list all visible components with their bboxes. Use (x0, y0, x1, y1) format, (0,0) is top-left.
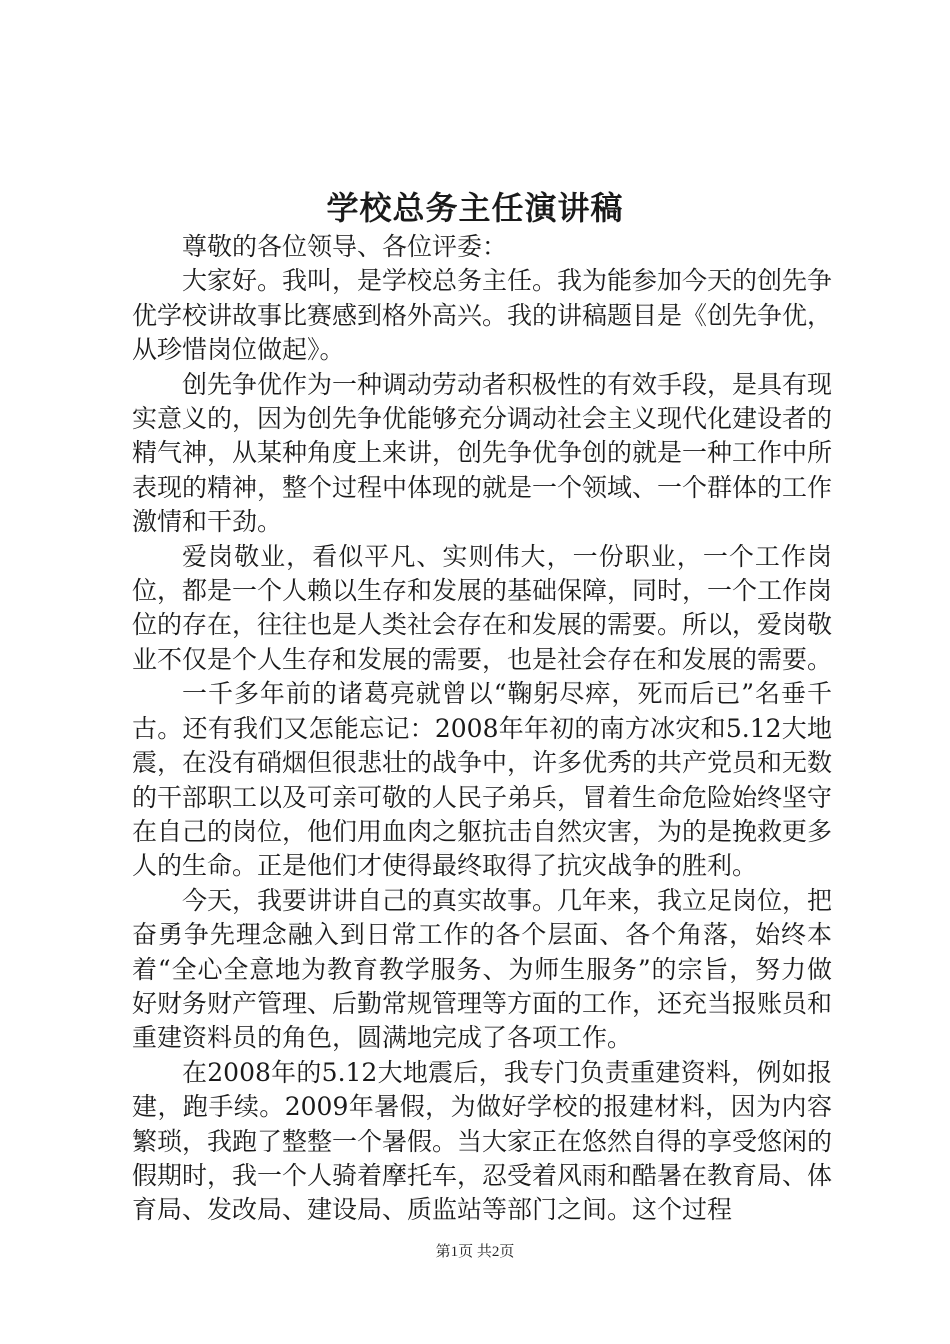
salutation-paragraph: 尊敬的各位领导、各位评委： (182, 232, 508, 261)
body-paragraph: 今天，我要讲讲自己的真实故事。几年来，我立足岗位，把奋勇争先理念融入到日常工作的各个层面、各个角落，始终本着“全心全意地为教育教学服务、为师生服务”的宗旨，努力做好财务财产管理、后勤常规管理等方面的工作，还充当报账员和重建资料员的角色，圆满地完成了各项工作。 (132, 885, 833, 1053)
document-body (132, 230, 832, 1228)
document-title: 学校总务主任演讲稿 (326, 189, 624, 227)
body-paragraph: 爱岗敬业，看似平凡、实则伟大，一份职业，一个工作岗位，都是一个人赖以生存和发展的基础保障，同时，一个工作岗位的存在，往往也是人类社会存在和发展的需要。所以，爱岗敬业不仅是个人生存和发展的需要，也是社会存在和发展的需要。 (132, 541, 833, 674)
body-paragraph: 在2008年的5.12大地震后，我专门负责重建资料，例如报建，跑手续。2009年暑假，为做好学校的报建材料，因为内容繁琐，我跑了整整一个暑假。当大家正在悠然自得的享受悠闲的假期时，我一个人骑着摩托车，忍受着风雨和酷暑在教育局、体育局、发改局、建设局、质监站等部门之间。这个过程 (132, 1057, 833, 1225)
body-paragraph: 创先争优作为一种调动劳动者积极性的有效手段，是具有现实意义的，因为创先争优能够充分调动社会主义现代化建设者的精气神，从某种角度上来讲，创先争优争创的就是一种工作中所表现的精神，整个过程中体现的就是一个领域、一个群体的工作激情和干劲。 (132, 369, 833, 537)
page-number-footer: 第1页 共2页 (435, 1244, 515, 1260)
body-paragraph: 一千多年前的诸葛亮就曾以“鞠躬尽瘁，死而后已”名垂千古。还有我们又怎能忘记：2008年年初的南方冰灾和5.12大地震，在没有硝烟但很悲壮的战争中，许多优秀的共产党员和无数的干部职工以及可亲可敬的人民子弟兵，冒着生命危险始终坚守在自己的岗位，他们用血肉之躯抗击自然灾害，为的是挽救更多人的生命。正是他们才使得最终取得了抗灾战争的胜利。 (132, 679, 833, 881)
body-paragraph: 大家好。我叫，是学校总务主任。我为能参加今天的创先争优学校讲故事比赛感到格外高兴。我的讲稿题目是《创先争优，从珍惜岗位做起》。 (132, 266, 833, 365)
